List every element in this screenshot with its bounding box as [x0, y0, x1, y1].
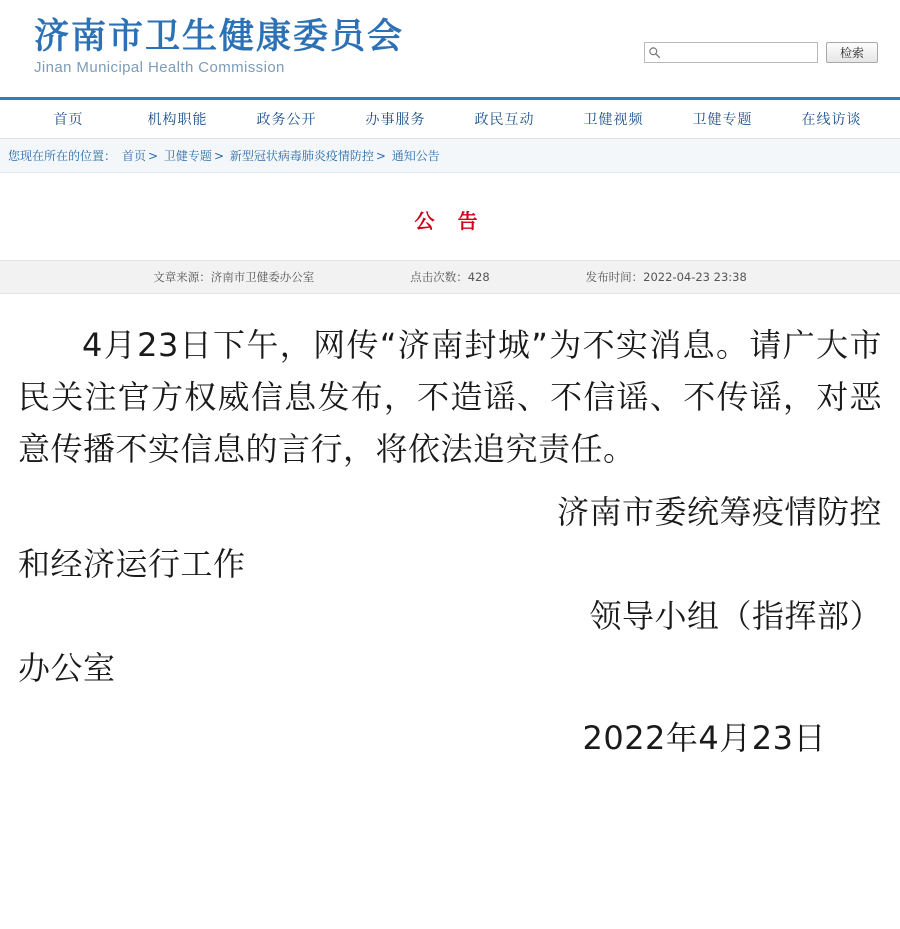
- breadcrumb-label: 您现在所在的位置：: [8, 149, 117, 163]
- nav-item-gov-affairs[interactable]: 政务公开: [256, 112, 317, 128]
- article-paragraph: 4月23日下午，网传“济南封城”为不实消息。请广大市民关注官方权威信息发布，不造谣、不信谣、不传谣，对恶意传播不实信息的言行，将依法追究责任。: [18, 326, 882, 468]
- breadcrumb-separator: >: [148, 149, 159, 163]
- nav-item-services[interactable]: 办事服务: [365, 112, 426, 128]
- meta-publish-time-value: 2022-04-23 23:38: [643, 270, 747, 284]
- site-brand[interactable]: [34, 18, 404, 76]
- nav-item-functions[interactable]: 机构职能: [147, 112, 208, 128]
- article-meta-bar: [0, 260, 900, 294]
- article: [0, 173, 900, 765]
- search-button[interactable]: 检索: [826, 42, 878, 63]
- nav-item-home[interactable]: 首页: [53, 112, 84, 128]
- meta-source-value: 济南市卫健委办公室: [210, 270, 315, 284]
- breadcrumb-separator: >: [213, 149, 224, 163]
- article-body: [0, 294, 900, 765]
- breadcrumb: [0, 139, 900, 173]
- breadcrumb-item-home[interactable]: 首页: [122, 149, 147, 163]
- nav-item-videos[interactable]: 卫健视频: [583, 112, 644, 128]
- signature-date: 2022年4月23日: [582, 718, 826, 757]
- brand-title-cn: 济南市卫生健康委员会: [34, 17, 405, 57]
- breadcrumb-item-covid[interactable]: 新型冠状病毒肺炎疫情防控: [229, 149, 374, 163]
- main-nav: [0, 100, 900, 139]
- meta-views-value: 428: [467, 270, 490, 284]
- signature-line-1: 济南市委统筹疫情防控: [556, 493, 882, 532]
- breadcrumb-separator: >: [375, 149, 386, 163]
- nav-item-interviews[interactable]: 在线访谈: [801, 112, 862, 128]
- search-area: [644, 42, 878, 63]
- site-header: [0, 0, 900, 100]
- nav-item-topics[interactable]: 卫健专题: [692, 112, 753, 128]
- breadcrumb-path: [122, 147, 440, 164]
- meta-source-label: 文章来源：: [153, 270, 211, 284]
- nav-item-interaction[interactable]: 政民互动: [474, 112, 535, 128]
- page-title: 公 告: [414, 209, 486, 233]
- signature-line-4: 办公室: [18, 648, 116, 687]
- breadcrumb-item-topics[interactable]: 卫健专题: [163, 149, 212, 163]
- meta-publish-time-label: 发布时间：: [585, 270, 644, 284]
- meta-publish-time: [586, 269, 747, 285]
- meta-views-label: 点击次数：: [410, 270, 468, 284]
- article-signature: [18, 487, 882, 764]
- signature-line-2: 和经济运行工作: [18, 545, 246, 584]
- meta-source: [153, 269, 314, 285]
- signature-line-3: 领导小组（指挥部）: [589, 597, 882, 636]
- search-input[interactable]: [661, 45, 817, 60]
- search-icon: [648, 46, 661, 59]
- breadcrumb-item-notices[interactable]: 通知公告: [391, 149, 440, 163]
- meta-views: [410, 269, 489, 285]
- brand-title-en: Jinan Municipal Health Commission: [34, 58, 285, 76]
- search-box[interactable]: [644, 42, 818, 63]
